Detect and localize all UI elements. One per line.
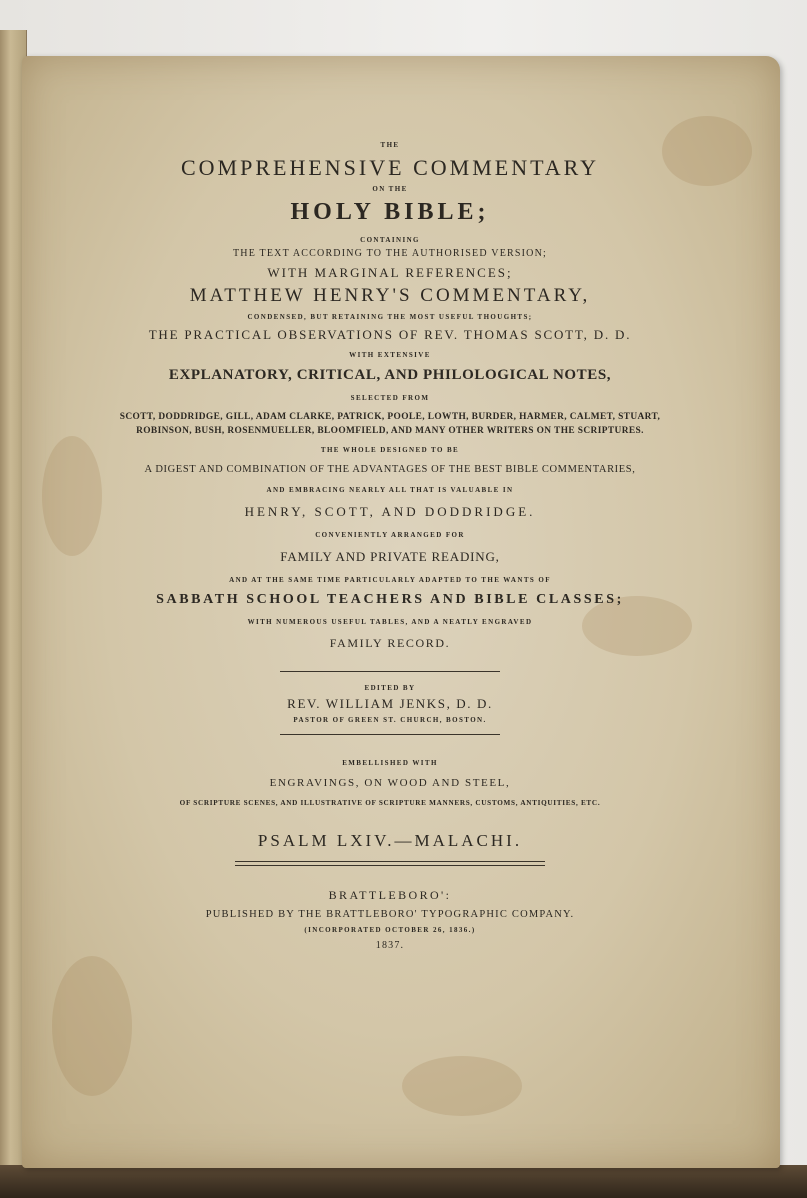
henry-scott-doddridge-line: HENRY, SCOTT, AND DODDRIDGE. bbox=[244, 504, 536, 519]
volume-range: PSALM LXIV.—MALACHI. bbox=[257, 831, 523, 850]
with-extensive-label: WITH EXTENSIVE bbox=[349, 351, 431, 359]
scott-observations-line: THE PRACTICAL OBSERVATIONS OF REV. THOMAS SCOTT, D. D. bbox=[148, 327, 632, 342]
writers-line-1: SCOTT, DODDRIDGE, GILL, ADAM CLARKE, PATRICK, POOLE, LOWTH, BURDER, HARMER, CALMET, STUART, bbox=[119, 412, 661, 422]
whole-designed-label: THE WHOLE DESIGNED TO BE bbox=[320, 446, 460, 454]
tables-line: WITH NUMEROUS USEFUL TABLES, AND A NEATLY ENGRAVED bbox=[247, 618, 533, 626]
double-rule bbox=[235, 861, 545, 866]
editor-name: REV. WILLIAM JENKS, D. D. bbox=[287, 696, 493, 711]
publisher-line: PUBLISHED BY THE BRATTLEBORO' TYPOGRAPHIC COMPANY. bbox=[205, 909, 575, 920]
text-version-line: THE TEXT ACCORDING TO THE AUTHORISED VERSION; bbox=[232, 248, 547, 259]
digest-line: A DIGEST AND COMBINATION OF THE ADVANTAGES OF THE BEST BIBLE COMMENTARIES, bbox=[144, 464, 636, 475]
family-record-line: FAMILY RECORD. bbox=[329, 636, 451, 650]
on-the-label: ON THE bbox=[372, 185, 408, 193]
embracing-label: AND EMBRACING NEARLY ALL THAT IS VALUABLE IN bbox=[266, 486, 514, 494]
henry-commentary-line: MATTHEW HENRY'S COMMENTARY, bbox=[189, 285, 591, 306]
paper-stain bbox=[402, 1056, 522, 1116]
divider-rule bbox=[280, 734, 500, 735]
writers-line-2: ROBINSON, BUSH, ROSENMUELLER, BLOOMFIELD, AND MANY OTHER WRITERS ON THE SCRIPTURES. bbox=[136, 426, 644, 436]
paper-stain bbox=[52, 956, 132, 1096]
sabbath-school-line: SABBATH SCHOOL TEACHERS AND BIBLE CLASSES; bbox=[156, 592, 624, 607]
publication-year: 1837. bbox=[375, 940, 405, 951]
arranged-label: CONVENIENTLY ARRANGED FOR bbox=[315, 531, 465, 539]
adapted-label: AND AT THE SAME TIME PARTICULARLY ADAPTED TO THE WANTS OF bbox=[229, 576, 551, 584]
divider-rule bbox=[280, 671, 500, 672]
title-page-text bbox=[60, 85, 720, 951]
pastor-line: PASTOR OF GREEN ST. CHURCH, BOSTON. bbox=[293, 716, 487, 724]
book-cover-edge bbox=[0, 1165, 807, 1198]
family-reading-line: FAMILY AND PRIVATE READING, bbox=[280, 549, 500, 564]
engravings-line: ENGRAVINGS, ON WOOD AND STEEL, bbox=[269, 777, 511, 789]
holy-bible-title: HOLY BIBLE; bbox=[290, 199, 490, 225]
incorporated-line: (INCORPORATED OCTOBER 26, 1836.) bbox=[304, 926, 476, 934]
marginal-refs-line: WITH MARGINAL REFERENCES; bbox=[267, 265, 513, 280]
embellished-label: EMBELLISHED WITH bbox=[342, 759, 438, 767]
condensed-line: CONDENSED, BUT RETAINING THE MOST USEFUL THOUGHTS; bbox=[247, 313, 533, 321]
containing-label: CONTAINING bbox=[360, 236, 420, 244]
the-label: THE bbox=[380, 141, 400, 149]
city-name: BRATTLEBORO': bbox=[328, 888, 452, 902]
main-title: COMPREHENSIVE COMMENTARY bbox=[181, 155, 599, 180]
scripture-scenes-line: OF SCRIPTURE SCENES, AND ILLUSTRATIVE OF SCRIPTURE MANNERS, CUSTOMS, ANTIQUITIES, ETC. bbox=[179, 799, 601, 807]
selected-from-label: SELECTED FROM bbox=[350, 394, 430, 402]
notes-line: EXPLANATORY, CRITICAL, AND PHILOLOGICAL NOTES, bbox=[168, 367, 612, 383]
edited-by-label: EDITED BY bbox=[364, 684, 416, 692]
